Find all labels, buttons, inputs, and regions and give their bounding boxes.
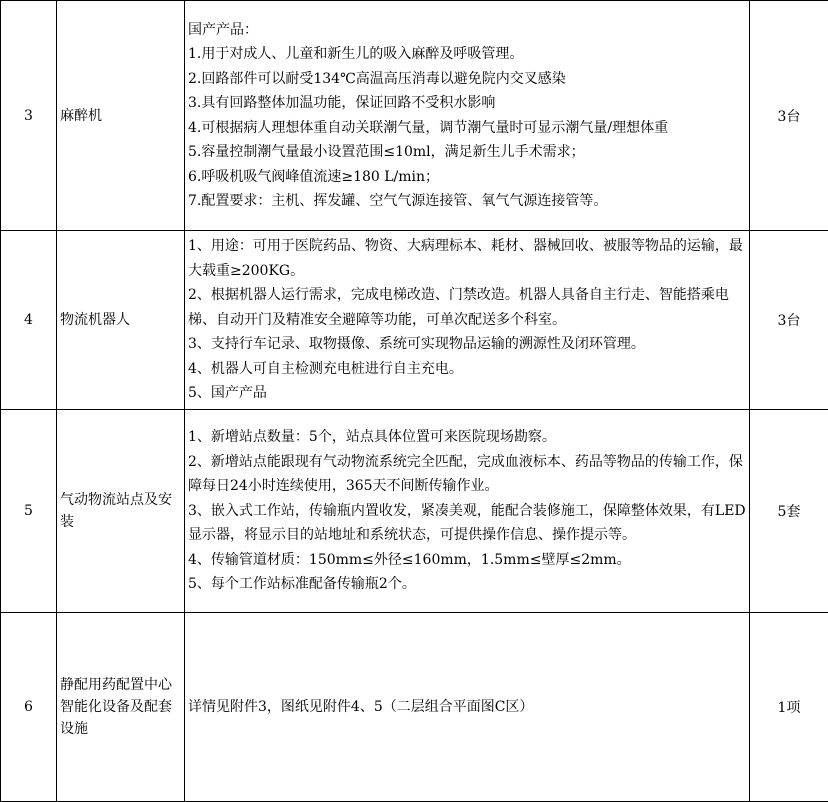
spec-line: 2、根据机器人运行需求，完成电梯改造、门禁改造。机器人具备自主行走、智能搭乘电梯、自动开门及精准安全避障等功能，可单次配送多个科室。 bbox=[188, 283, 746, 332]
spec-line: 3.具有回路整体加温功能，保证回路不受积水影响 bbox=[188, 91, 746, 116]
spec-line: 5.容量控制潮气量最小设置范围≤10ml，满足新生儿手术需求； bbox=[188, 140, 746, 165]
spec-line: 3、支持行车记录、取物摄像、系统可实现物品运输的溯源性及闭环管理。 bbox=[188, 332, 746, 357]
item-quantity: 5套 bbox=[750, 410, 828, 613]
spec-line: 7.配置要求：主机、挥发罐、空气气源连接管、氧气气源连接管等。 bbox=[188, 189, 746, 214]
table-row bbox=[1, 1, 828, 231]
item-number: 4 bbox=[1, 231, 57, 410]
item-spec bbox=[185, 410, 750, 613]
spec-line: 3、嵌入式工作站，传输瓶内置收发，紧凑美观，能配合装修施工，保障整体效果，有LED显示器，将显示目的站地址和系统状态，可提供操作信息、操作提示等。 bbox=[188, 499, 746, 548]
spec-line: 5、国产产品 bbox=[188, 381, 746, 406]
spec-line: 1、新增站点数量：5个，站点具体位置可来医院现场勘察。 bbox=[188, 425, 746, 450]
item-name: 静配用药配置中心智能化设备及配套设施 bbox=[57, 613, 185, 802]
spec-line: 4、传输管道材质：150mm≤外径≤160mm，1.5mm≤壁厚≤2mm。 bbox=[188, 548, 746, 573]
item-name: 麻醉机 bbox=[57, 1, 185, 231]
item-name: 气动物流站点及安装 bbox=[57, 410, 185, 613]
item-quantity: 3台 bbox=[750, 1, 828, 231]
item-name: 物流机器人 bbox=[57, 231, 185, 410]
spec-line: 1、用途：可用于医院药品、物资、大病理标本、耗材、器械回收、被服等物品的运输，最大载重≥200KG。 bbox=[188, 234, 746, 283]
table-row bbox=[1, 231, 828, 410]
item-quantity: 3台 bbox=[750, 231, 828, 410]
table-row bbox=[1, 613, 828, 802]
spec-line: 4.可根据病人理想体重自动关联潮气量，调节潮气量时可显示潮气量/理想体重 bbox=[188, 116, 746, 141]
item-number: 6 bbox=[1, 613, 57, 802]
spec-line: 2、新增站点能跟现有气动物流系统完全匹配，完成血液标本、药品等物品的传输工作，保障每日24小时连续使用，365天不间断传输作业。 bbox=[188, 450, 746, 499]
item-spec bbox=[185, 231, 750, 410]
spec-line: 5、每个工作站标准配备传输瓶2个。 bbox=[188, 572, 746, 597]
spec-line: 4、机器人可自主检测充电桩进行自主充电。 bbox=[188, 357, 746, 382]
spec-line: 2.回路部件可以耐受134℃高温高压消毒以避免院内交叉感染 bbox=[188, 67, 746, 92]
spec-line: 1.用于对成人、儿童和新生儿的吸入麻醉及呼吸管理。 bbox=[188, 42, 746, 67]
table-row bbox=[1, 410, 828, 613]
spec-line: 6.呼吸机吸气阀峰值流速≥180 L/min； bbox=[188, 165, 746, 190]
item-number: 3 bbox=[1, 1, 57, 231]
item-spec bbox=[185, 613, 750, 802]
spec-line: 详情见附件3，图纸见附件4、5（二层组合平面图C区） bbox=[188, 695, 746, 720]
item-spec bbox=[185, 1, 750, 231]
item-quantity: 1项 bbox=[750, 613, 828, 802]
item-number: 5 bbox=[1, 410, 57, 613]
spec-line: 国产产品： bbox=[188, 18, 746, 43]
